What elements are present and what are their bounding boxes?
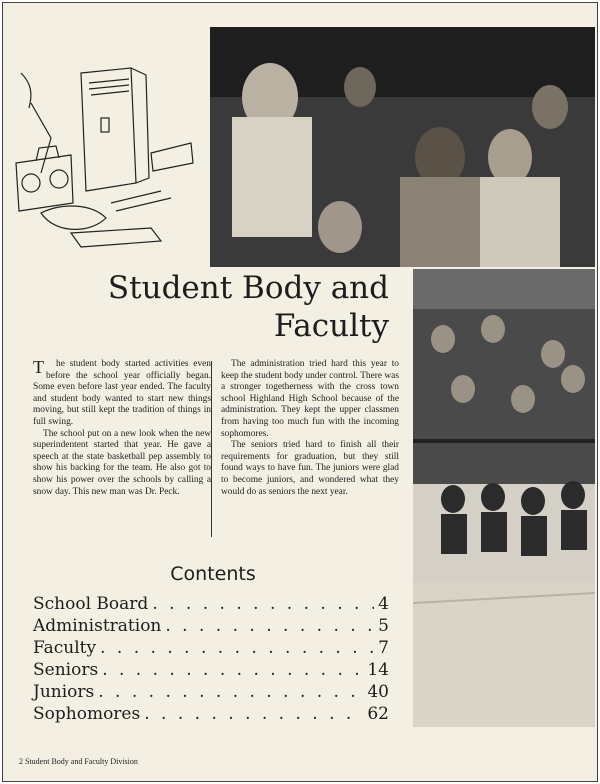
locker-sketch-illustration — [11, 63, 201, 248]
toc-item[interactable] — [33, 659, 389, 681]
crowd-photo — [210, 27, 595, 267]
toc-page-number: 4 — [378, 594, 389, 614]
table-of-contents — [33, 593, 389, 725]
toc-page-number: 7 — [378, 638, 389, 658]
drop-cap: T — [33, 357, 44, 377]
toc-item[interactable] — [33, 615, 389, 637]
title-line-2: Faculty — [273, 308, 389, 344]
article-column-right — [221, 359, 399, 498]
paragraph — [33, 359, 211, 429]
toc-page-number: 5 — [378, 616, 389, 636]
toc-label: Administration — [33, 616, 162, 636]
toc-item[interactable] — [33, 593, 389, 615]
toc-item[interactable] — [33, 703, 389, 725]
toc-leader-dots — [102, 659, 363, 681]
toc-leader-dots — [100, 637, 374, 659]
toc-leader-dots — [152, 593, 374, 615]
toc-label: Juniors — [33, 682, 95, 702]
page-title — [63, 269, 389, 345]
title-line-1: Student Body and — [107, 270, 389, 306]
yearbook-page — [2, 2, 598, 782]
paragraph: The seniors tried hard to finish all their requirements for graduation, but they still found ways to have fun. The juniors were glad to become juniors, and wondered what they would do as seniors the next year. — [221, 440, 399, 497]
toc-label: Sophomores — [33, 704, 141, 724]
paragraph: The school put on a new look when the new superindentent started that year. He gave a speech at the state basketball pep assembly to show his backing for the team. He also got to show his power over the schools by calling a snow day. This new man was Dr. Peck. — [33, 428, 211, 497]
toc-page-number: 14 — [367, 660, 389, 680]
paragraph: The administration tried hard this year to keep the student body under control. There was a stronger togetherness with the cross town school Highland High School because of the administration. They kept the upper classmen from having too much fun with the incoming sophomores. — [221, 359, 399, 439]
bleachers-photo — [413, 269, 595, 587]
toc-label: School Board — [33, 594, 149, 614]
toc-item[interactable] — [33, 637, 389, 659]
article-column-left — [33, 359, 211, 498]
toc-label: Seniors — [33, 660, 99, 680]
page-footer: 2 Student Body and Faculty Division — [19, 757, 138, 766]
column-divider — [211, 361, 212, 537]
paragraph-text: he student body started activities even before the school year officially began. Some even before last year ended. The faculty and student body wanted to start new things moving, but still kept the tradition of things in full swing. — [33, 359, 211, 427]
contents-heading: Contents — [170, 563, 256, 585]
toc-item[interactable] — [33, 681, 389, 703]
toc-page-number: 62 — [367, 704, 389, 724]
toc-leader-dots — [165, 615, 374, 637]
court-floor-photo — [413, 583, 595, 727]
toc-page-number: 40 — [367, 682, 389, 702]
toc-leader-dots — [144, 703, 363, 725]
toc-label: Faculty — [33, 638, 97, 658]
toc-leader-dots — [98, 681, 363, 703]
